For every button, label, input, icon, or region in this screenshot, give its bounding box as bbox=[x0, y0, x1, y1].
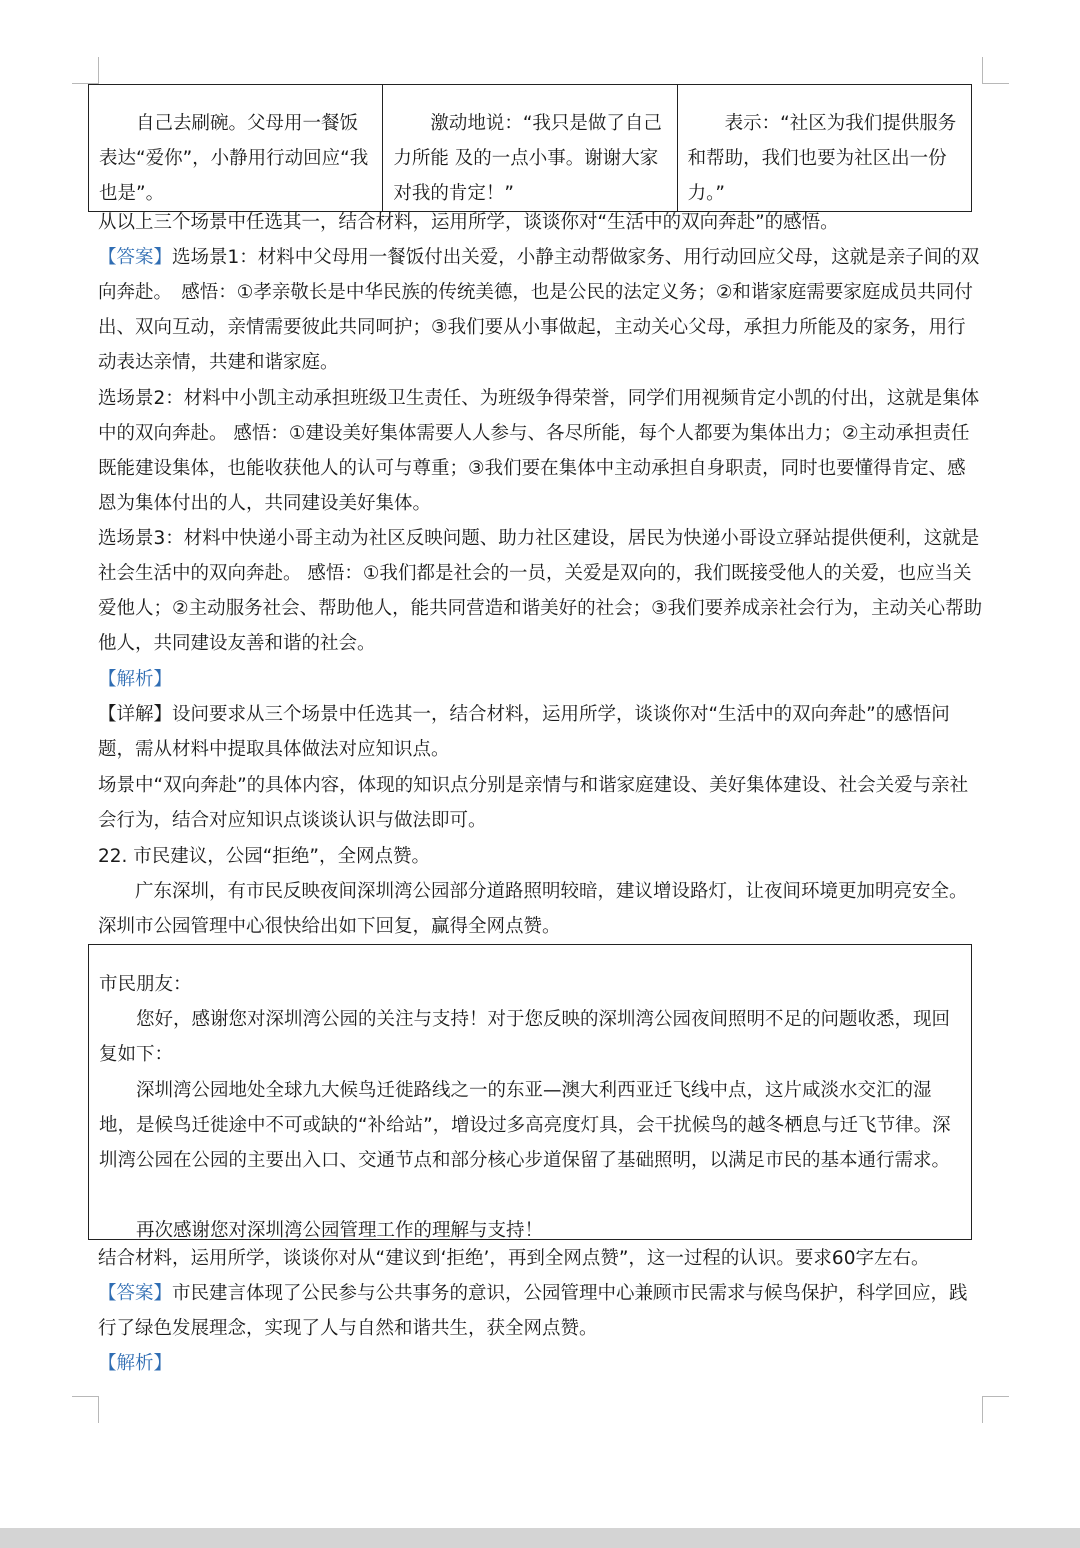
q22-analysis-tag bbox=[98, 1346, 984, 1381]
q21-analysis-tag bbox=[98, 662, 984, 697]
detail-tag: 【详解】 bbox=[98, 704, 173, 725]
q21-answer-1-text: 选场景1：材料中父母用一餐饭付出关爱，小静主动帮做家务、用行动回应父母，这就是亲子间的双向奔赴。 感悟：①孝亲敬长是中华民族的传统美德，也是公民的法定义务；②和谐家庭需要家庭成员共同付出、双向互动，亲情需要彼此共同呵护；③我们要从小事做起，主动关心父母，承担力所能及的家务，用行动表达亲情，共建和谐家庭。 bbox=[98, 247, 980, 373]
q21-detail-text: 设问要求从三个场景中任选其一，结合材料，运用所学，谈谈你对“生活中的双向奔赴”的感悟问题，需从材料中提取具体做法对应知识点。 bbox=[98, 704, 950, 760]
q22-material: 广东深圳，有市民反映夜间深圳湾公园部分道路照明较暗，建议增设路灯，让夜间环境更加明亮安全。深圳市公园管理中心很快给出如下回复，赢得全网点赞。 bbox=[98, 881, 968, 937]
letter-paragraph-1: 您好，感谢您对深圳湾公园的关注与支持！对于您反映的深圳湾公园夜间照明不足的问题收悉，现回复如下： bbox=[99, 1009, 951, 1065]
crop-mark-top-left bbox=[72, 57, 99, 84]
reply-letter-box bbox=[88, 944, 972, 1240]
analysis-tag: 【解析】 bbox=[98, 669, 173, 690]
q21-answer-2: 选场景2：材料中小凯主动承担班级卫生责任、为班级争得荣誉，同学们用视频肯定小凯的付出，这就是集体中的双向奔赴。 感悟：①建设美好集体需要人人参与、各尽所能，每个人都要为集体出力；②主动承担责任既能建设集体，也能收获他人的认可与尊重；③我们要在集体中主动承担自身职责，同时也要懂得肯定、感恩为集体付出的人，共同建设美好集体。 bbox=[98, 388, 980, 514]
q21-answer-1 bbox=[98, 240, 984, 380]
answer-tag: 【答案】 bbox=[98, 247, 173, 268]
q21-answer-3: 选场景3：材料中快递小哥主动为社区反映问题、助力社区建设，居民为快递小哥设立驿站提供便利，这就是社会生活中的双向奔赴。 感悟：①我们都是社会的一员，关爱是双向的，我们既接受他人的关爱，也应当关爱他人；②主动服务社会、帮助他人，能共同营造和谐美好的社会；③我们要养成亲社会行为，主动关心帮助他人，共同建设友善和谐的社会。 bbox=[98, 528, 983, 654]
q22-title: 22. 市民建议，公园“拒绝”，全网点赞。 bbox=[98, 846, 430, 867]
answer-tag-2: 【答案】 bbox=[98, 1283, 173, 1304]
scene-cell-1: 自己去刷碗。父母用一餐饭表达“爱你”，小静用行动回应“我也是”。 bbox=[89, 85, 383, 212]
analysis-tag-2: 【解析】 bbox=[98, 1353, 173, 1374]
scene-cell-2: 激动地说：“我只是做了自己力所能 及的一点小事。谢谢大家对我的肯定！” bbox=[383, 85, 677, 212]
q22-prompt: 结合材料，运用所学，谈谈你对从“建议到‘拒绝’，再到全网点赞”，这一过程的认识。要求60字左右。 bbox=[98, 1248, 930, 1269]
crop-mark-bottom-right bbox=[982, 1396, 1009, 1423]
q22-answer bbox=[98, 1276, 984, 1346]
scroll-bar-bottom bbox=[0, 1528, 1080, 1548]
letter-paragraph-3: 再次感谢您对深圳湾公园管理工作的理解与支持！ bbox=[136, 1220, 544, 1241]
scenes-table bbox=[88, 84, 972, 212]
q21-prompt: 从以上三个场景中任选其一，结合材料，运用所学，谈谈你对“生活中的双向奔赴”的感悟。 bbox=[98, 212, 839, 233]
letter-paragraph-2: 深圳湾公园地处全球九大候鸟迁徙路线之一的东亚—澳大利西亚迁飞线中点，这片咸淡水交汇的湿地，是候鸟迁徙途中不可或缺的“补给站”，增设过多高亮度灯具，会干扰候鸟的越冬栖息与迁飞节律。深圳湾公园在公园的主要出入口、交通节点和部分核心步道保留了基础照明，以满足市民的基本通行需求。 bbox=[99, 1080, 951, 1171]
q22-answer-text: 市民建言体现了公民参与公共事务的意识，公园管理中心兼顾市民需求与候鸟保护，科学回应，践行了绿色发展理念，实现了人与自然和谐共生，获全网点赞。 bbox=[98, 1283, 968, 1339]
crop-mark-bottom-left bbox=[72, 1396, 99, 1423]
q21-detail-2: 场景中“双向奔赴”的具体内容，体现的知识点分别是亲情与和谐家庭建设、美好集体建设、社会关爱与亲社会行为，结合对应知识点谈谈认识与做法即可。 bbox=[98, 775, 969, 831]
q21-detail bbox=[98, 697, 984, 767]
letter-salutation: 市民朋友： bbox=[99, 974, 192, 995]
crop-mark-top-right bbox=[982, 57, 1009, 84]
scene-cell-3: 表示：“社区为我们提供服务和帮助，我们也要为社区出一份力。” bbox=[677, 85, 971, 212]
